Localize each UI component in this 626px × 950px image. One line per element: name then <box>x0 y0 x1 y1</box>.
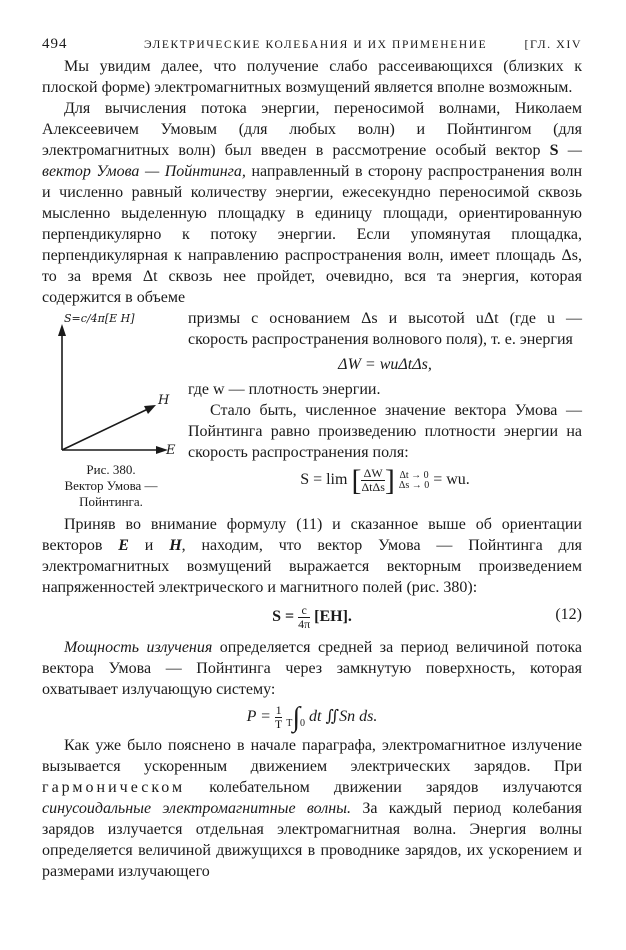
paragraph-3: призмы с основанием Δs и высотой uΔt (где u — скорость распространения волнового поля), т. е. энергия <box>188 310 582 348</box>
chapter-label: [ГЛ. XIV <box>524 37 582 51</box>
paragraph-5: Стало быть, численное значение вектора Умова — Пойнтинга равно произведению плотности энергии на скорость распространения поля: <box>188 402 582 461</box>
page-number: 494 <box>42 36 68 52</box>
paragraph-2: Для вычисления потока энергии, переносимой волнами, Николаем Алексеевичем Умовым (для любых волн) и Пойнтингом (для электромагнитных волн) был введен в рассмотрение особый вектор S — вектор Умова — Пойнтинга, направленный в сторону распространения волн и численно равный количеству энергии, ежесекундно переносимой сквозь мысленно выделенную площадку в единицу площади, ориентированную перпендикулярно к потоку энергии. Если упомянутая площадка, перпендикулярная к направлению распространения волн, имеет площадь Δs, то за время Δt сквозь нее пройдет, очевидно, вся та энергия, которая содержится в объеме <box>42 100 583 306</box>
equation-2: S = lim [ $\frac{\Delta W}{\text{ΔtΔs}}$ ] Δt → 0 Δs → 0 = wu. <box>300 464 470 497</box>
figure-caption <box>42 462 180 510</box>
h-vector <box>62 408 150 450</box>
figure-380 <box>42 308 180 514</box>
running-title: ЭЛЕКТРИЧЕСКИЕ КОЛЕБАНИЯ И ИХ ПРИМЕНЕНИЕ <box>144 39 488 51</box>
paragraph-4: где w — плотность энергии. <box>188 381 381 398</box>
page <box>42 34 582 882</box>
caption-text: Вектор Умова — Пойнтинга. <box>64 478 158 509</box>
vertical-arrowhead <box>58 324 66 336</box>
e-label: E <box>166 443 176 458</box>
equation-number: (12) <box>555 606 582 623</box>
paragraph-7: Мощность излучения определяется средней за период величиной потока вектора Умова — Пойнтинга через замкнутую поверхность, которая охватывает излучающую систему: <box>42 639 583 698</box>
equation-1: ΔW = wuΔtΔs, <box>338 356 432 373</box>
running-header <box>42 34 582 56</box>
paragraph-6: Приняв во внимание формулу (11) и сказанное выше об ориентации векторов E и H, находим, что вектор Умова — Пойнтинга для электромагнитных возмущений выражается векторным произведением напряженностей электрического и магнитного полей (рис. 380): <box>42 516 583 596</box>
equation-3: S = $\frac{c}{4\pi}$ [EH]. (12) <box>272 603 582 631</box>
equation-4: P = $\frac{1}{T}$ T∫0 dt ∬Sn ds. <box>246 701 378 733</box>
h-arrowhead <box>144 405 156 414</box>
paragraph-8: Как уже было пояснено в начале параграфа, электромагнитное излучение вызывается ускоренным движением электрических зарядов. При гармоническом колебательном движении зарядов излучаются синусоидальные электромагнитные волны. За каждый период колебания зарядов излучается отдельная электромагнитная волна. Энергия волны определяется величиной движущихся в проводнике зарядов, их ускорением и размерами излучающего <box>42 737 583 880</box>
vector-diagram <box>42 308 180 458</box>
formula-label: S=c/4π[E H] <box>64 312 135 325</box>
h-label: H <box>158 393 170 408</box>
paragraph-1: Мы увидим далее, что получение слабо рассеивающихся (близких к плоской форме) электромагнитных возмущений является вполне возможным. <box>42 58 582 96</box>
caption-number: Рис. 380. <box>86 462 136 477</box>
